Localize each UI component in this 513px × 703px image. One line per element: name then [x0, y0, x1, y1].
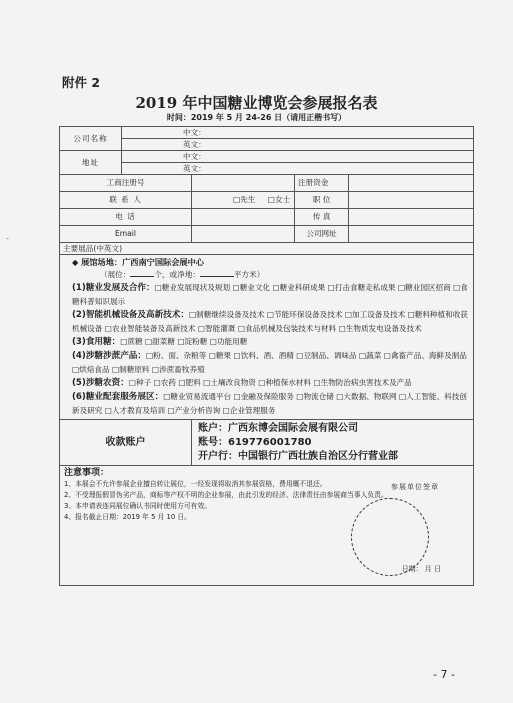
- category-2[interactable]: (2)智能机械设备及高新技术：□制糖继续设备及技术 □节能环保设备及技术 □加工设备及技术 □糖料种植和收获机械设备 □农业智能装备及高新技术 □智能灌溉 □食品机械及包装技术与材料 □生物质发电设备及技术: [72, 310, 468, 333]
- position-label: 职 位: [295, 192, 349, 209]
- form-subtitle: 时间：2019 年 5 月 24-26 日（请用正楷书写）: [166, 113, 347, 122]
- phone-field[interactable]: [192, 209, 295, 226]
- net-area-input[interactable]: [200, 269, 234, 277]
- edge-mark: -: [6, 234, 9, 243]
- account-label: 收款账户: [60, 420, 192, 466]
- account-bank: 开户行：中国银行广西壮族自治区分行营业部: [198, 450, 398, 462]
- note-2: 2、不受理报假冒伪劣产品，商标等产权不明的企业参展，由此引发的经济、法律责任由参展商当事人负责。: [64, 491, 388, 499]
- exhibits-label: 主要展品(中英文): [63, 243, 123, 253]
- reg-capital-label: 注册资金: [295, 175, 349, 192]
- category-6[interactable]: (6)糖业配套服务展区：□糖业贸易流通平台 □金融及保险服务 □物流仓储 □大数据、物联网 □人工智能、科技创新及研究 □人才教育及培训 □产业分析咨询 □企业管理服务: [72, 392, 467, 415]
- stamp-date: 日期： 月 日: [401, 565, 442, 573]
- category-1[interactable]: (1)糖业发展及合作：□糖业发展现状及规划 □糖业文化 □糖业科研成果 □打击食糖走私成果 □糖业园区招商 □食糖科普知识展示: [72, 283, 468, 306]
- note-4: 4、报名截止日期：2019 年 5 月 10 日。: [64, 513, 191, 521]
- email-field[interactable]: [192, 226, 295, 243]
- website-label: 公司网址: [295, 226, 349, 243]
- note-1: 1、本展会不允许参展企业擅自转让展位，一经发现将取消其参展资格，费用概不退还。: [64, 480, 327, 488]
- phone-label: 电 话: [60, 209, 192, 226]
- fax-label: 传 真: [295, 209, 349, 226]
- reg-no-field[interactable]: [192, 175, 295, 192]
- account-info: [192, 420, 474, 466]
- category-5[interactable]: (5)涉糖农资：□种子 □农药 □肥料 □土壤改良物资 □种植保水材料 □生物防治病虫害技术及产品: [72, 378, 412, 388]
- stamp-label: 参展单位签章: [391, 483, 440, 491]
- attachment-label: 附件 2: [62, 75, 101, 90]
- address-en-field[interactable]: 英文：: [122, 163, 474, 175]
- registration-form: [59, 126, 474, 586]
- category-4[interactable]: (4)涉糖涉蔗产品：□粉、面、杂粮等 □糖果 □饮料、酒、酒精 □豆制品、调味品 □蔬菜 □禽畜产品、海鲜及制品 □烘焙食品 □制糖原料 □涉蔗畜牧养殖: [72, 351, 467, 374]
- venue-label: ◆ 展馆场地：广西南宁国际会展中心: [72, 257, 204, 267]
- email-label: Email: [60, 226, 192, 243]
- form-title: 2019 年中国糖业博览会参展报名表: [135, 94, 378, 112]
- booth-count-input[interactable]: [130, 269, 154, 277]
- company-name-label: 公司名称: [60, 127, 122, 151]
- fax-field[interactable]: [349, 209, 474, 226]
- address-label: 地址: [60, 151, 122, 175]
- booth-size-line: （展位： 个，或净地： 平方米）: [100, 270, 265, 279]
- account-name: 账户：广西东博会国际会展有限公司: [198, 422, 358, 434]
- address-cn-field[interactable]: 中文：: [122, 151, 474, 163]
- page-number: - 7 -: [433, 668, 455, 681]
- company-name-cn-field[interactable]: 中文：: [122, 127, 474, 139]
- account-number: 账号：619776001780: [198, 436, 312, 448]
- exhibits-field[interactable]: [60, 243, 474, 255]
- exhibit-categories-cell: [60, 255, 474, 420]
- position-field[interactable]: [349, 192, 474, 209]
- contact-label: 联 系 人: [60, 192, 192, 209]
- note-3: 3、本申请表连同展位确认书同时使用方可有效。: [64, 502, 212, 510]
- notes-title: 注意事项：: [64, 468, 110, 478]
- notes-cell: [60, 466, 474, 586]
- reg-no-label: 工商注册号: [60, 175, 192, 192]
- mr-checkbox[interactable]: □先生: [233, 195, 256, 204]
- company-name-en-field[interactable]: 英文：: [122, 139, 474, 151]
- category-3[interactable]: (3)食用糖：□蔗糖 □甜菜糖 □淀粉糖 □功能用糖: [72, 337, 248, 347]
- contact-field[interactable]: [192, 192, 295, 209]
- ms-checkbox[interactable]: □女士: [267, 195, 291, 204]
- website-field[interactable]: [349, 226, 474, 243]
- reg-capital-field[interactable]: [349, 175, 474, 192]
